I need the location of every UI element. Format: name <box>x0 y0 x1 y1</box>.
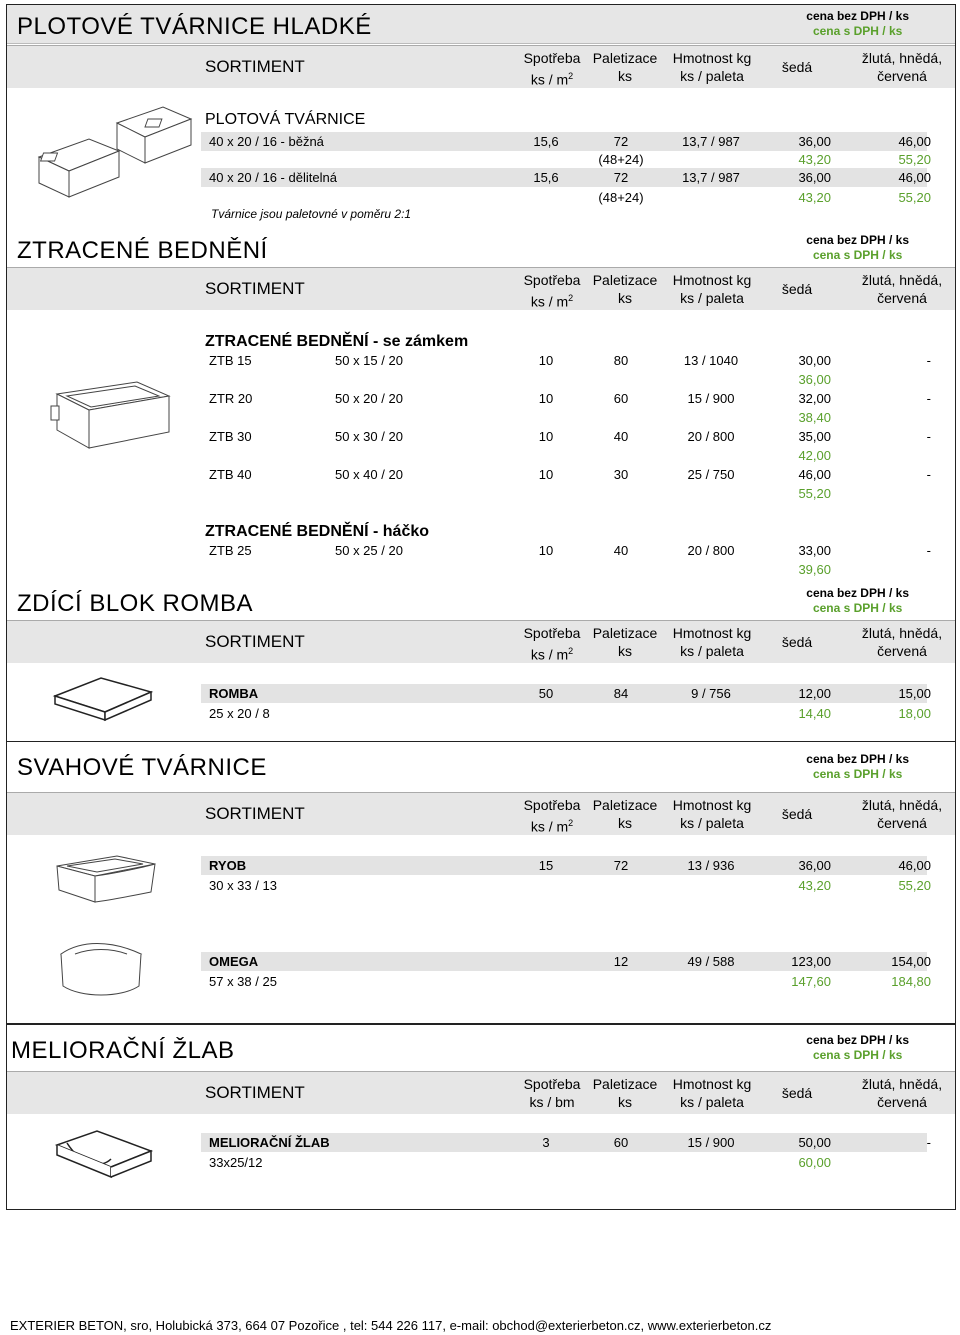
table-header: SORTIMENT Spotřeba ks / $m^2$ Paletizace ks Hmotnost kg ks / paleta šedá žlutá, hnědá, červená <box>7 267 955 310</box>
price-label: cena bez DPH / ks cena s DPH / ks <box>806 586 909 615</box>
section-plotove-tvarnice <box>6 4 956 231</box>
table-row: MELIORAČNÍ ŽLAB 3 60 15 / 900 50,00 - <box>201 1133 927 1152</box>
section-title-bar <box>7 1025 955 1069</box>
section-title: ZDÍCÍ BLOK ROMBA <box>17 590 254 617</box>
table-row: 40 x 20 / 16 - dělitelná 15,6 72 13,7 / 987 36,00 46,00 <box>201 168 927 187</box>
section-title-bar <box>7 742 955 790</box>
table-row: 39,60 <box>798 562 831 577</box>
section-title: MELIORAČNÍ ŽLAB <box>11 1037 235 1064</box>
section-zdici-blok <box>6 582 956 742</box>
price-label: cena bez DPH / ks cena s DPH / ks <box>806 233 909 262</box>
table-row: ZTB 15 50 x 15 / 20 10 80 13 / 1040 30,00 - <box>209 353 931 368</box>
table-header: SORTIMENT Spotřeba ks / $m^2$ Paletizace ks Hmotnost kg ks / paleta šedá žlutá, hnědá, červená <box>7 620 955 663</box>
table-row: ZTB 30 50 x 30 / 20 10 40 20 / 800 35,00 - <box>209 429 931 444</box>
ryob-block-image <box>51 850 161 910</box>
table-row: ZTB 40 50 x 40 / 20 10 30 25 / 750 46,00 - <box>209 467 931 482</box>
drain-channel-image <box>51 1125 161 1185</box>
table-row: 30 x 33 / 13 43,20 55,20 <box>209 878 931 893</box>
price-label: cena bez DPH / ks cena s DPH / ks <box>806 752 909 781</box>
table-row: (48+24) 43,20 55,20 <box>598 190 931 205</box>
section-title: PLOTOVÉ TVÁRNICE HLADKÉ <box>17 13 372 40</box>
table-row: 33x25/12 60,00 <box>209 1155 831 1170</box>
table-row: 55,20 <box>798 486 831 501</box>
section-melioracni-zlab <box>6 1024 956 1210</box>
romba-block-image <box>51 674 161 724</box>
table-header: SORTIMENT Spotřeba ks / bm Paletizace ks Hmotnost kg ks / paleta šedá žlutá, hnědá, červená <box>7 1071 955 1114</box>
section-ztracene-bedneni <box>6 229 956 584</box>
table-row: 38,40 <box>798 410 831 425</box>
table-row: RYOB 15 72 13 / 936 36,00 46,00 <box>201 856 927 875</box>
subsection-title: PLOTOVÁ TVÁRNICE <box>205 111 366 128</box>
table-row: ROMBA 50 84 9 / 756 12,00 15,00 <box>201 684 927 703</box>
section-title-bar <box>7 5 955 44</box>
table-header: SORTIMENT Spotřeba ks / $m^2$ Paletizace ks Hmotnost kg ks / paleta šedá žlutá, hnědá, červená <box>7 45 955 88</box>
section-title-bar <box>7 582 955 620</box>
section-title: ZTRACENÉ BEDNĚNÍ <box>17 237 268 264</box>
table-row: OMEGA 12 49 / 588 123,00 154,00 <box>201 952 927 971</box>
subsection-title: ZTRACENÉ BEDNĚNÍ - háčko <box>205 523 430 540</box>
note: Tvárnice jsou paletovné v poměru 2:1 <box>211 207 412 221</box>
table-row: 36,00 <box>798 372 831 387</box>
table-row: 40 x 20 / 16 - běžná 15,6 72 13,7 / 987 36,00 46,00 <box>201 132 927 151</box>
omega-block-image <box>51 938 151 1008</box>
table-row: 25 x 20 / 8 14,40 18,00 <box>209 706 931 721</box>
table-header: SORTIMENT Spotřeba ks / $m^2$ Paletizace ks Hmotnost kg ks / paleta šedá žlutá, hnědá, červená <box>7 792 955 835</box>
table-row: 42,00 <box>798 448 831 463</box>
section-svahove-tvarnice <box>6 742 956 1024</box>
table-row: 57 x 38 / 25 147,60 184,80 <box>209 974 931 989</box>
formwork-block-image <box>47 374 177 464</box>
table-row: ZTB 25 50 x 25 / 20 10 40 20 / 800 33,00 - <box>209 543 931 558</box>
subsection-title: ZTRACENÉ BEDNĚNÍ - se zámkem <box>205 333 469 350</box>
table-row: ZTR 20 50 x 20 / 20 10 60 15 / 900 32,00 - <box>209 391 931 406</box>
price-label: cena bez DPH / ks cena s DPH / ks <box>806 1033 909 1062</box>
fence-block-image <box>31 105 201 205</box>
footer-contact: EXTERIER BETON, sro, Holubická 373, 664 07 Pozořice , tel: 544 226 117, e-mail: obchod@exterierbeton.cz, www.exterierbeton.cz <box>10 1318 772 1333</box>
table-row: (48+24) 43,20 55,20 <box>598 152 931 167</box>
section-title: SVAHOVÉ TVÁRNICE <box>17 754 267 781</box>
section-title-bar <box>7 229 955 267</box>
price-label: cena bez DPH / ks cena s DPH / ks <box>806 9 909 38</box>
